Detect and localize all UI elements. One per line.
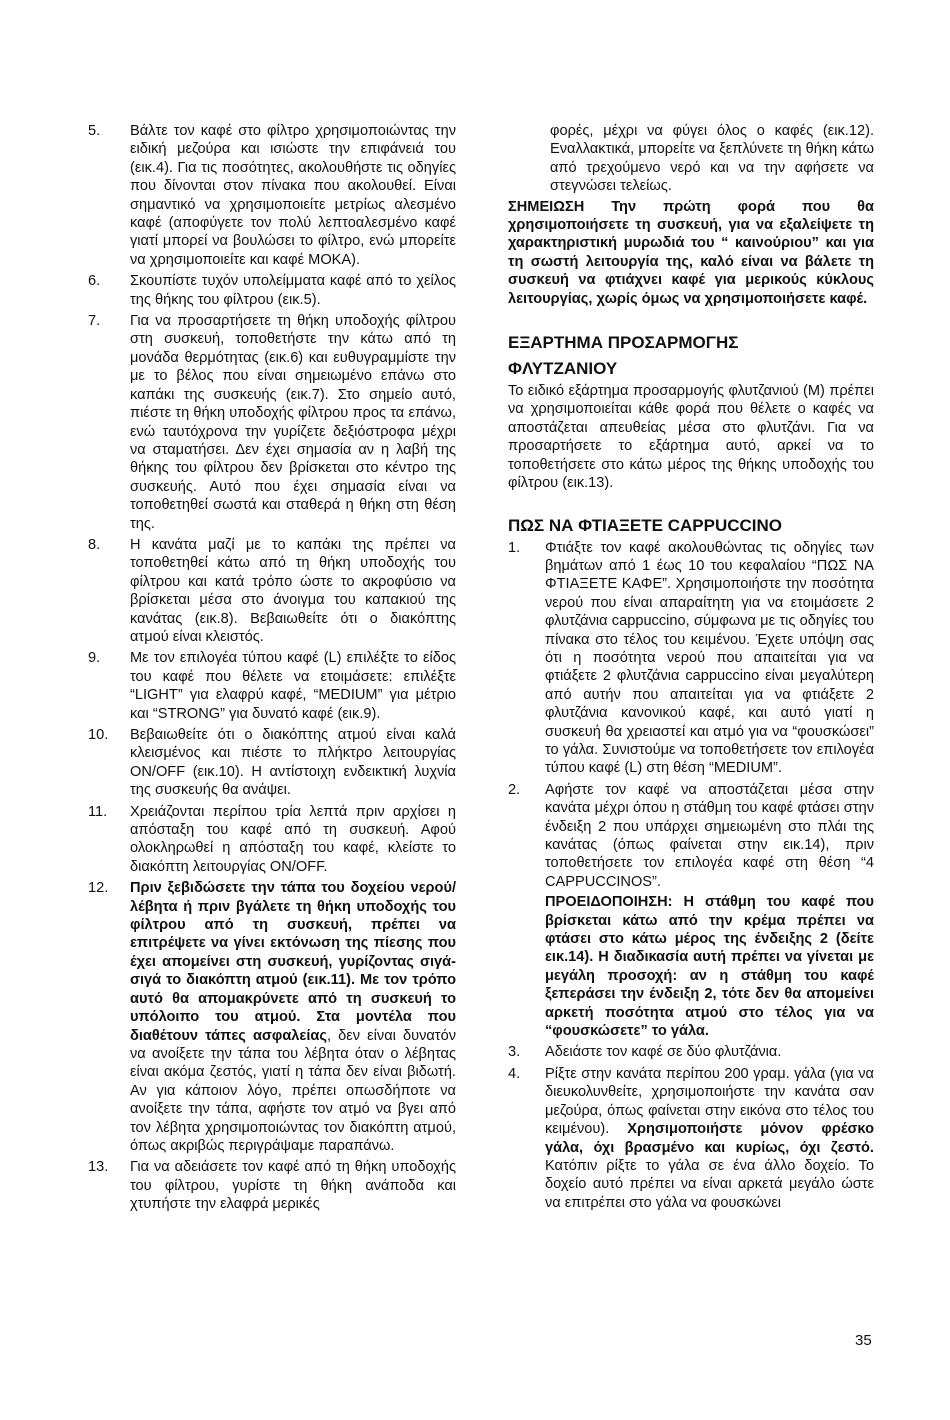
step-number: 3.: [508, 1044, 521, 1061]
step-10: [88, 726, 456, 800]
step-text: Φτιάξτε τον καφέ ακολουθώντας τις οδηγίες των βημάτων από 1 έως 10 του κεφαλαίου “ΠΩΣ ΝΑ ΦΤΙΑΞΕΤΕ ΚΑΦΕ”. Χρησιμοποιήστε την ποσότητα νερού που είναι απαραίτητη για να ετοιμάσετε 2 φλυτζάνια cappuccino, σύμφωνα με τις οδηγίες του πίνακα στο τέλος του κειμένου. Έχετε υπόψη σας ότι η ποσότητα νερού που απαιτείται για να φτιάξετε 2 φλυτζάνια cappuccino είναι μεγαλύτερη από αυτήν που απαιτείται για να φτιάξετε 2 φλυτζάνια κανονικού καφέ, και αυτό γιατί η συσκευή θα χρειαστεί και ατμό για να “φουσκώσει” το γάλα. Συνιστούμε να τοποθετήσετε τον επιλογέα τύπου καφέ (L) στη θέση “MEDIUM”.: [545, 539, 874, 777]
step-text: Αδειάστε τον καφέ σε δύο φλυτζάνια.: [545, 1044, 782, 1061]
step-number: 7.: [88, 313, 101, 330]
step-8: [88, 536, 456, 646]
step-text: Αφήστε τον καφέ να αποστάζεται μέσα στην κανάτα μέχρι όπου η στάθμη του καφέ φτάσει στην ένδειξη 2 που υπάρχει σημειωμένη στο πλάι της κανάτας (όπως φαίνεται στην εικ.14), πριν τοποθετήσετε τον επιλογέα καφέ στη θέση “4 CAPPUCCINOS”.: [545, 781, 874, 890]
step-text: Σκουπίστε τυχόν υπολείμματα καφέ από το χείλος της θήκης του φίλτρου (εικ.5).: [130, 273, 456, 308]
section-body: Το ειδικό εξάρτημα προσαρμογής φλυτζανιού (M) πρέπει να χρησιμοποιείται κάθε φορά που θέλετε ο καφές να αποστάζεται απευθείας μέσα στο φλυτζάνι. Για να προσαρτήσετε το εξάρτημα αυτό, αρκεί να το τοποθετήσετε στο κάτω μέρος της θήκης υποδοχής του φίλτρου (εικ.13).: [508, 383, 874, 492]
step-text: Κατόπιν ρίξτε το γάλα σε ένα άλλο δοχείο. Το δοχείο αυτό πρέπει να είναι αρκετά μεγάλο ώστε να επιτρέπει στο γάλα να φουσκώνει: [545, 1157, 874, 1211]
step-9: [88, 649, 456, 723]
step-text: Χρειάζονται περίπου τρία λεπτά πριν αρχίσει η απόσταξη του καφέ από τη συσκευή. Αφού ολοκληρωθεί η απόσταξη του καφέ, κλείστε το διακόπτη λειτουργίας ON/OFF.: [130, 803, 456, 875]
right-column: [508, 122, 874, 1215]
step-number: 5.: [88, 123, 101, 139]
step-13-continued: φορές, μέχρι να φύγει όλος ο καφές (εικ.12). Εναλλακτικά, μπορείτε να ξεπλύνετε τη θήκη κάτω από τρεχούμενο νερό και να την αφήσετε να στεγνώσει τελείως.: [550, 123, 874, 195]
note-paragraph: ΣΗΜΕΙΩΣΗ Την πρώτη φορά που θα χρησιμοποιήσετε τη συσκευή, για να εξαλείψετε τη χαρακτηριστική μυρωδιά του “ καινούριου” και για τη σωστή λειτουργία της, καλό είναι να βάλετε τη συσκευή να φτιάχνει καφέ για μερικούς κύκλους λειτουργίας, χωρίς όμως να χρησιμοποιήσετε καφέ.: [508, 198, 874, 307]
section-title-cup-adapter: [508, 330, 874, 382]
cappuccino-step-1: [508, 539, 874, 778]
step-text: Με τον επιλογέα τύπου καφέ (L) επιλέξτε το είδος του καφέ που θέλετε να ετοιμάσετε: επιλέξτε “LIGHT” για ελαφρύ καφέ, “MEDIUM” για μέτριο και “STRONG” για δυνατό καφέ (εικ.9).: [130, 650, 456, 722]
left-column: [88, 122, 456, 1217]
step-number: 2.: [508, 781, 521, 798]
step-5: [88, 122, 456, 269]
step-bold-text: Χρησιμοποιήστε μόνον φρέσκο γάλα, όχι βρασμένο και κυρίως, όχι ζεστό.: [545, 1121, 874, 1156]
step-number: 1.: [508, 539, 521, 556]
step-text: Η κανάτα μαζί με το καπάκι της πρέπει να τοποθετηθεί κάτω από τη θήκη υποδοχής του φίλτρου και κατά τρόπο ώστε το ακροφύσιο να βρίσκεται μέσα στο άνοιγμα του καπακιού της κανάτας (εικ.8). Βεβαιωθείτε ότι ο διακόπτης ατμού είναι κλειστός.: [130, 536, 456, 645]
step-7: [88, 312, 456, 533]
step-13: [88, 1158, 456, 1213]
section-title-line: ΦΛΥΤΖΑΝΙΟΥ: [508, 359, 618, 379]
step-text: Για να αδειάσετε τον καφέ από τη θήκη υποδοχής του φίλτρου, γυρίστε τη θήκη ανάποδα και χτυπήστε την ελαφρά μερικές: [130, 1159, 456, 1213]
step-text: , δεν είναι δυνατόν να ανοίξετε την τάπα του λέβητα όταν ο λέβητας είναι ακόμα ζεστός, γιατί η τάπα δεν είναι βιδωτή. Αν για κάποιον λόγο, πρέπει οπωσδήποτε να ανοίξετε την τάπα, αφήστε τον ατμό να βγει από τον λέβητα χρησιμοποιώντας τον διακόπτη ατμού, όπως ακριβώς περιγράψαμε παραπάνω.: [130, 1027, 456, 1154]
cappuccino-step-2: [508, 781, 874, 1041]
page-number: 35: [855, 1332, 872, 1349]
step-number: 12.: [88, 880, 109, 897]
section-title-line: ΕΞΑΡΤΗΜΑ ΠΡΟΣΑΡΜΟΓΗΣ: [508, 333, 739, 353]
step-number: 6.: [88, 273, 101, 290]
step-number: 13.: [88, 1159, 109, 1176]
cappuccino-step-4: [508, 1065, 874, 1212]
step-text: Βάλτε τον καφέ στο φίλτρο χρησιμοποιώντας την ειδική μεζούρα και ισιώστε την επιφάνειά του (εικ.4). Για τις ποσότητες, ακολουθήστε τις οδηγίες που δίνονται στον πίνακα που ακολουθεί. Είναι σημαντικό να χρησιμοποιείτε μετρίως αλεσμένο καφέ (αποφύγετε τον πολύ λεπτοαλεσμένο καφέ γιατί μπορεί να βουλώσει το φίλτρο, ενώ μπορείτε να χρησιμοποιείτε και καφέ MOKA).: [130, 123, 456, 268]
step-warning-text: Πριν ξεβιδώσετε την τάπα του δοχείου νερού/λέβητα ή πριν βγάλετε τη θήκη υποδοχής του φίλτρου από τη συσκευή, πρέπει να επιτρέψετε να γίνει εκτόνωση της πίεσης που έχει απομείνει στη συσκευή, γυρίζοντας σιγά-σιγά το διακόπτη ατμού (εικ.11). Με τον τρόπο αυτό θα απομακρύνετε από τη συσκευή το υπόλοιπο του ατμού. Στα μοντέλα που διαθέτουν τάπες ασφαλείας: [130, 880, 456, 1044]
step-text: Για να προσαρτήσετε τη θήκη υποδοχής φίλτρου στη συσκευή, τοποθετήστε την κάτω από τη μονάδα θερμότητας (εικ.6) και ευθυγραμμίστε την με το βέλος που είναι σημειωμένο επάνω στο καπάκι της συσκευής (εικ.7). Στο σημείο αυτό, πιέστε τη θήκη υποδοχής φίλτρου προς τα επάνω, ενώ ταυτόχρονα την γυρίζετε δεξιόστροφα μέχρι να σταματήσει. Δεν έχει σημασία αν η λαβή της θήκης του φίλτρου δεν βρίσκεται στο κέντρο της συσκευής. Αυτό που έχει σημασία είναι να τοποθετηθεί σωστά και σταθερά η θήκη στη θέση της.: [130, 313, 456, 532]
step-text: Ρίξτε στην κανάτα περίπου 200 γραμ. γάλα (για να διευκολυνθείτε, χρησιμοποιήστε την κανάτα σαν μεζούρα, όπως φαίνεται στην εικόνα στο τέλος του κειμένου).: [545, 1065, 874, 1138]
step-number: 9.: [88, 650, 101, 667]
step-6: [88, 272, 456, 309]
step-12: [88, 879, 456, 1155]
step-text: Βεβαιωθείτε ότι ο διακόπτης ατμού είναι καλά κλεισμένος και πιέστε το πλήκτρο λειτουργίας ON/OFF (εικ.10). Η αντίστοιχη ενδεικτική λυχνία της συσκευής θα ανάψει.: [130, 727, 456, 799]
step-number: 4.: [508, 1065, 521, 1082]
step-number: 10.: [88, 727, 109, 743]
step-number: 8.: [88, 536, 101, 553]
step-11: [88, 803, 456, 877]
section-title-cappuccino: ΠΩΣ ΝΑ ΦΤΙΑΞΕΤΕ CAPPUCCINO: [508, 515, 783, 535]
cappuccino-step-3: [508, 1043, 874, 1061]
step-number: 11.: [88, 803, 108, 820]
warning-paragraph: ΠΡΟΕΙΔΟΠΟΙΗΣΗ: Η στάθμη του καφέ που βρίσκεται κάτω από την κρέμα πρέπει να φτάσει στο κάτω μέρος της ένδειξης 2 (δείτε εικ.14). Η διαδικασία αυτή πρέπει να γίνεται με μεγάλη προσοχή: αν η στάθμη του καφέ ξεπεράσει την ένδειξη 2, τότε δεν θα απομείνει αρκετή ποσότητα ατμού στο τέλος για να “φουσκώσετε” το γάλα.: [545, 894, 874, 1040]
